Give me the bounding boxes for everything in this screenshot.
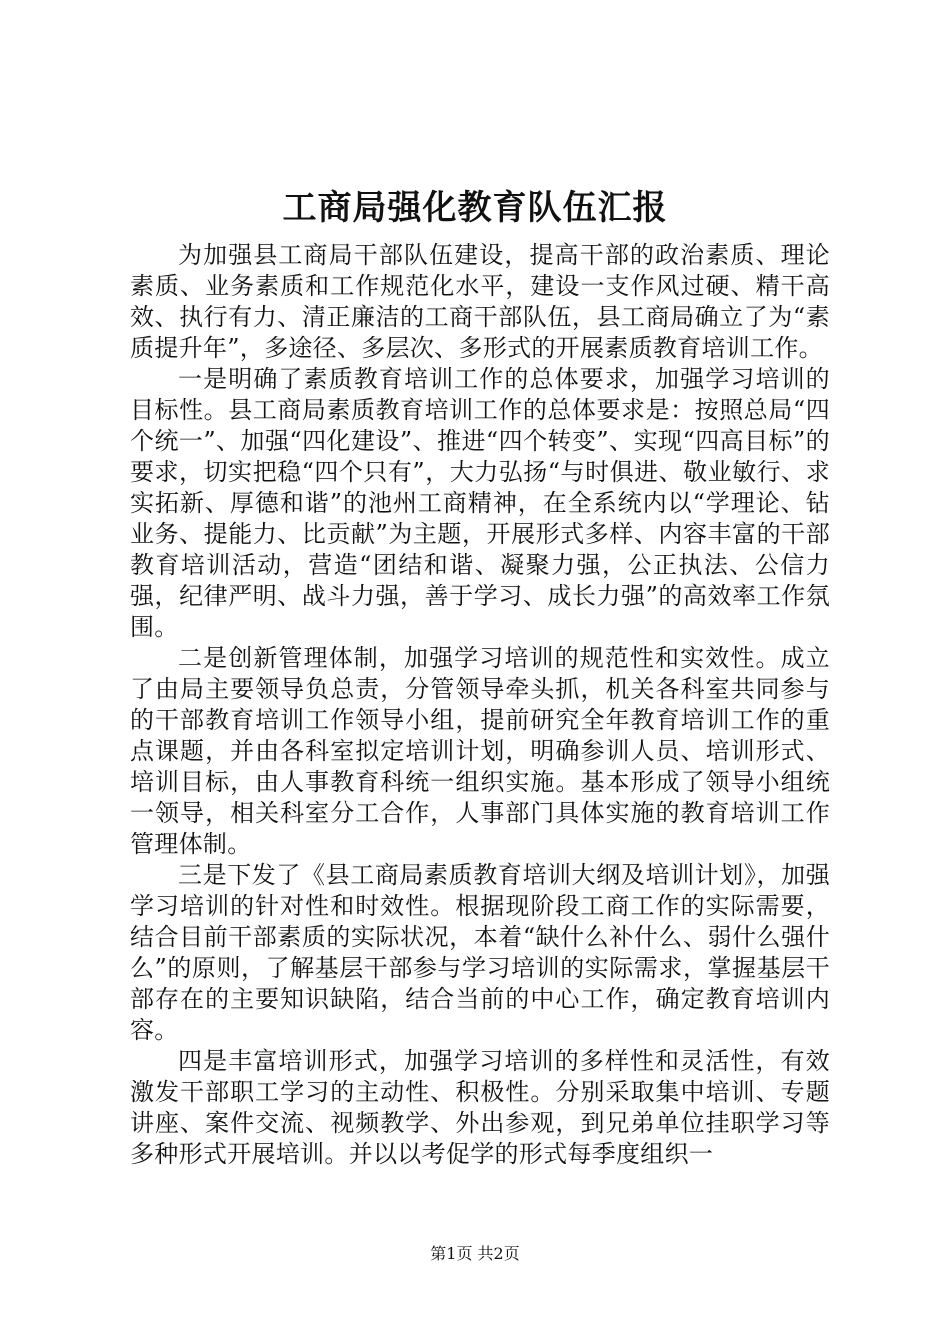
document-title: 工商局强化教育队伍汇报	[282, 188, 668, 228]
page-footer	[0, 1244, 950, 1264]
paragraph-3: 三是下发了《县工商局素质教育培训大纲及培训计划》，加强学习培训的针对性和时效性。根据现阶段工商工作的实际需要，结合目前干部素质的实际状况，本着“缺什么补什么、弱什么强什么”的原则，了解基层干部参与学习培训的实际需求，掌握基层干部存在的主要知识缺陷，结合当前的中心工作，确定教育培训内容。	[130, 861, 830, 1044]
page-indicator: 第1页 共2页	[430, 1244, 520, 1263]
paragraph-1: 一是明确了素质教育培训工作的总体要求，加强学习培训的目标性。县工商局素质教育培训工作的总体要求是：按照总局“四个统一”、加强“四化建设”、推进“四个转变”、实现“四高目标”的要求，切实把稳“四个只有”，大力弘扬“与时俱进、敬业敏行、求实拓新、厚德和谐”的池州工商精神，在全系统内以“学理论、钻业务、提能力、比贡献”为主题，开展形式多样、内容丰富的干部教育培训活动，营造“团结和谐、凝聚力强，公正执法、公信力强，纪律严明、战斗力强，善于学习、成长力强”的高效率工作氛围。	[130, 365, 830, 641]
document-body	[130, 240, 830, 1170]
paragraph-4: 四是丰富培训形式，加强学习培训的多样性和灵活性，有效激发干部职工学习的主动性、积极性。分别采取集中培训、专题讲座、案件交流、视频教学、外出参观，到兄弟单位挂职学习等多种形式开展培训。并以以考促学的形式每季度组织一	[130, 1047, 830, 1168]
paragraph-intro: 为加强县工商局干部队伍建设，提高干部的政治素质、理论素质、业务素质和工作规范化水平，建设一支作风过硬、精干高效、执行有力、清正廉洁的工商干部队伍，县工商局确立了为“素质提升年”，多途径、多层次、多形式的开展素质教育培训工作。	[130, 241, 830, 362]
paragraph-2: 二是创新管理体制，加强学习培训的规范性和实效性。成立了由局主要领导负总责，分管领导牵头抓，机关各科室共同参与的干部教育培训工作领导小组，提前研究全年教育培训工作的重点课题，并由各科室拟定培训计划，明确参训人员、培训形式、培训目标，由人事教育科统一组织实施。基本形成了领导小组统一领导，相关科室分工合作，人事部门具体实施的教育培训工作管理体制。	[130, 644, 830, 858]
